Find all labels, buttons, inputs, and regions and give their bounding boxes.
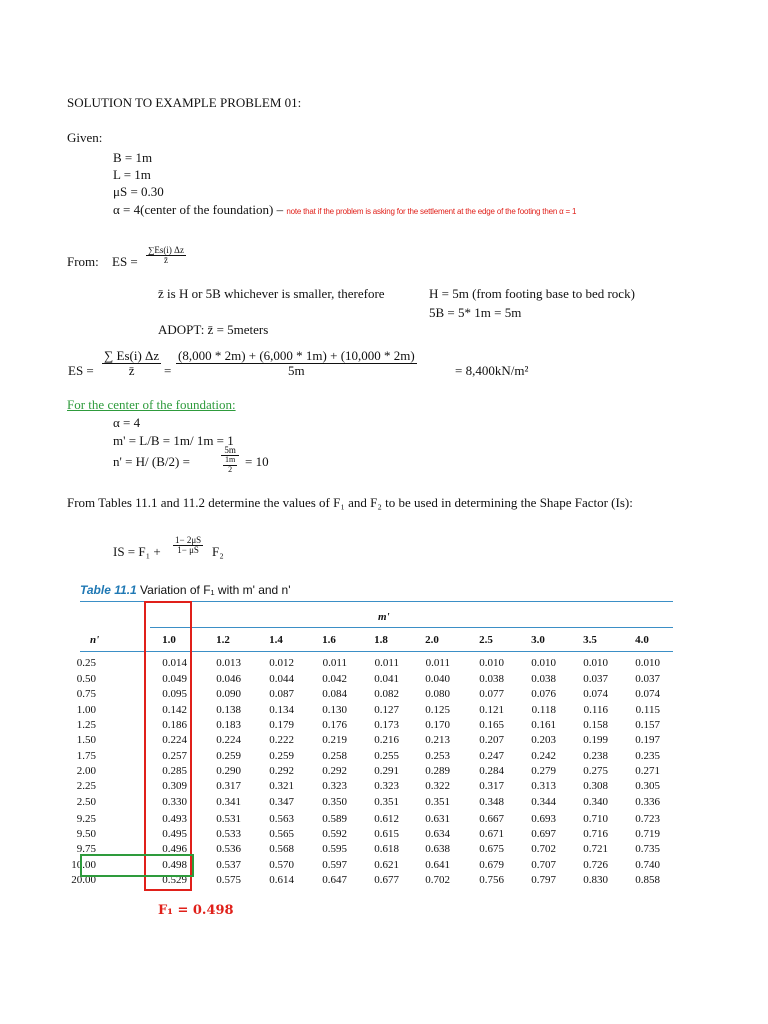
table-cell: 0.074 [635,688,660,700]
table-cell: 0.170 [425,719,450,731]
table-cell: 0.258 [322,750,347,762]
table-cell: 0.719 [635,828,660,840]
table-cell: 0.667 [479,813,504,825]
table-cell: 0.040 [425,673,450,685]
from-es-fraction [146,246,186,266]
table-cell: 0.257 [162,750,187,762]
table-cell: 0.291 [374,765,399,777]
center-n-num: 5m [221,446,239,456]
table-cell: 0.679 [479,859,504,871]
table-cell: 0.284 [479,765,504,777]
table-cell: 0.498 [162,859,187,871]
from-es-lhs: ES = [112,254,138,269]
table-cell: 0.213 [425,734,450,746]
table-cell: 0.565 [269,828,294,840]
table-column-header: 3.5 [583,634,597,646]
table-cell: 0.723 [635,813,660,825]
es-calc-frac2-num: (8,000 * 2m) + (6,000 * 1m) + (10,000 * 2m) [178,348,415,363]
table-cell: 0.013 [216,657,241,669]
es-calc-lhs: ES = [68,363,94,378]
given-alpha [113,202,576,218]
table-column-header: 1.2 [216,634,230,646]
f1-result: F₁ = 0.498 [158,903,234,918]
given-mu: μS = 0.30 [113,184,164,199]
table-row-n-value: 9.75 [76,843,96,855]
table-cell: 0.529 [162,874,187,886]
table-cell: 0.235 [635,750,660,762]
table-cell: 0.536 [216,843,241,855]
table-cell: 0.037 [635,673,660,685]
table-title [80,583,291,597]
table-row-n-value: 20.00 [71,874,96,886]
table-cell: 0.323 [322,780,347,792]
table-cell: 0.127 [374,704,399,716]
table-row-n-value: 1.75 [76,750,96,762]
table-caption: Variation of F₁ with m' and n' [140,583,291,597]
from-es-num: ∑Es(i) Δz [148,245,184,255]
table-cell: 0.011 [425,657,450,669]
table-cell: 0.076 [531,688,556,700]
table-cell: 0.671 [479,828,504,840]
table-cell: 0.589 [322,813,347,825]
center-n-result: = 10 [245,454,269,469]
table-cell: 0.340 [583,796,608,808]
table-row-n-value: 1.25 [76,719,96,731]
table-cell: 0.621 [374,859,399,871]
table-cell: 0.197 [635,734,660,746]
is-formula-den: 1− μS [177,545,199,556]
table-m-rule [150,627,673,628]
zbar-text: z̄ is H or 5B whichever is smaller, therefore [158,286,385,301]
table-cell: 0.011 [374,657,399,669]
table-column-header: 1.0 [162,634,176,646]
table-cell: 0.077 [479,688,504,700]
table-cell: 0.563 [269,813,294,825]
table-cell: 0.271 [635,765,660,777]
table-cell: 0.292 [269,765,294,777]
table-cell: 0.038 [479,673,504,685]
table-cell: 0.568 [269,843,294,855]
table-cell: 0.740 [635,859,660,871]
table-row-n-value: 0.25 [76,657,96,669]
table-cell: 0.253 [425,750,450,762]
table-cell: 0.612 [374,813,399,825]
table-cell: 0.726 [583,859,608,871]
table-cell: 0.042 [322,673,347,685]
table-cell: 0.615 [374,828,399,840]
table-n-header: n' [90,634,100,646]
table-cell: 0.735 [635,843,660,855]
table-row-n-value: 9.25 [76,813,96,825]
table-cell: 0.238 [583,750,608,762]
table-cell: 0.242 [531,750,556,762]
table-cell: 0.495 [162,828,187,840]
table-cell: 0.010 [531,657,556,669]
table-cell: 0.858 [635,874,660,886]
table-cell: 0.038 [531,673,556,685]
table-cell: 0.336 [635,796,660,808]
table-column-header: 2.5 [479,634,493,646]
table-cell: 0.121 [479,704,504,716]
table-cell: 0.014 [162,657,187,669]
table-cell: 0.308 [583,780,608,792]
table-cell: 0.347 [269,796,294,808]
table-cell: 0.350 [322,796,347,808]
es-calc-frac1 [102,349,161,377]
table-cell: 0.216 [374,734,399,746]
table-cell: 0.537 [216,859,241,871]
table-cell: 0.255 [374,750,399,762]
table-cell: 0.351 [374,796,399,808]
row-highlight-box [80,854,194,877]
table-cell: 0.084 [322,688,347,700]
table-column-header: 1.4 [269,634,283,646]
table-cell: 0.134 [269,704,294,716]
table-cell: 0.323 [374,780,399,792]
table-column-header: 1.6 [322,634,336,646]
adopt-text: ADOPT: z̄ = 5meters [158,322,269,337]
table-cell: 0.138 [216,704,241,716]
table-cell: 0.158 [583,719,608,731]
table-cell: 0.317 [479,780,504,792]
table-row-n-value: 1.00 [76,704,96,716]
table-column-header: 3.0 [531,634,545,646]
center-n-den-den: 2 [228,464,233,474]
table-row-n-value: 9.50 [76,828,96,840]
es-calc-frac2-den: 5m [288,362,305,378]
is-formula-fraction [173,536,203,556]
table-cell: 0.647 [322,874,347,886]
es-calc-frac1-num: ∑ Es(i) Δz [104,348,160,363]
h-text: H = 5m (from footing base to bed rock) [429,286,635,301]
table-cell: 0.305 [635,780,660,792]
table-cell: 0.531 [216,813,241,825]
table-label: Table 11.1 [80,583,137,597]
table-cell: 0.290 [216,765,241,777]
given-b: B = 1m [113,150,153,165]
table-cell: 0.702 [425,874,450,886]
table-cell: 0.756 [479,874,504,886]
table-cell: 0.677 [374,874,399,886]
table-cell: 0.348 [479,796,504,808]
table-cell: 0.351 [425,796,450,808]
table-cell: 0.710 [583,813,608,825]
table-cell: 0.125 [425,704,450,716]
table-cell: 0.697 [531,828,556,840]
from-label: From: [67,254,99,269]
table-cell: 0.797 [531,874,556,886]
table-cell: 0.012 [269,657,294,669]
table-cell: 0.595 [322,843,347,855]
center-n-prime-lhs: n' = H/ (B/2) = [113,454,190,469]
table-cell: 0.044 [269,673,294,685]
table-cell: 0.631 [425,813,450,825]
table-cell: 0.493 [162,813,187,825]
table-cell: 0.341 [216,796,241,808]
table-cell: 0.176 [322,719,347,731]
table-cell: 0.186 [162,719,187,731]
table-cell: 0.203 [531,734,556,746]
table-cell: 0.010 [583,657,608,669]
table-cell: 0.693 [531,813,556,825]
table-cell: 0.641 [425,859,450,871]
table-cell: 0.496 [162,843,187,855]
table-cell: 0.702 [531,843,556,855]
table-cell: 0.074 [583,688,608,700]
table-cell: 0.597 [322,859,347,871]
table-cell: 0.165 [479,719,504,731]
table-cell: 0.179 [269,719,294,731]
table-cell: 0.046 [216,673,241,685]
table-cell: 0.010 [635,657,660,669]
table-cell: 0.707 [531,859,556,871]
center-m-prime: m' = L/B = 1m/ 1m = 1 [113,433,234,448]
es-calc-frac2 [176,349,417,377]
table-cell: 0.614 [269,874,294,886]
table-cell: 0.224 [216,734,241,746]
table-cell: 0.638 [425,843,450,855]
table-cell: 0.675 [479,843,504,855]
table-cell: 0.317 [216,780,241,792]
es-calc-eq: = [164,363,172,378]
page-heading: SOLUTION TO EXAMPLE PROBLEM 01: [67,95,302,110]
center-n-den-num: 1m [225,455,236,465]
table-cell: 0.011 [322,657,347,669]
table-cell: 0.716 [583,828,608,840]
tables-text: From Tables 11.1 and 11.2 determine the values of F₁ and F₂ to be used in determining the Shape Factor (Is): [67,495,633,510]
is-formula-rhs: F₂ [212,544,224,559]
table-row-n-value: 10.00 [71,859,96,871]
table-row-n-value: 2.50 [76,796,96,808]
table-cell: 0.095 [162,688,187,700]
table-cell: 0.313 [531,780,556,792]
table-cell: 0.285 [162,765,187,777]
table-cell: 0.118 [531,704,556,716]
table-cell: 0.275 [583,765,608,777]
table-column-header: 1.8 [374,634,388,646]
table-column-header: 2.0 [425,634,439,646]
given-l: L = 1m [113,167,151,182]
center-heading: For the center of the foundation: [67,397,236,412]
table-cell: 0.082 [374,688,399,700]
from-es-den: z̄ [163,255,168,266]
table-cell: 0.533 [216,828,241,840]
table-column-header: 4.0 [635,634,649,646]
table-cell: 0.219 [322,734,347,746]
column-highlight-box [144,601,192,891]
table-cell: 0.330 [162,796,187,808]
table-cell: 0.309 [162,780,187,792]
table-cell: 0.279 [531,765,556,777]
table-cell: 0.157 [635,719,660,731]
given-label: Given: [67,130,103,145]
table-cell: 0.173 [374,719,399,731]
table-row-n-value: 0.75 [76,688,96,700]
table-cell: 0.259 [269,750,294,762]
given-alpha-text: α = 4(center of the foundation) – [113,202,284,217]
center-n-fraction [221,446,239,474]
table-cell: 0.049 [162,673,187,685]
table-cell: 0.592 [322,828,347,840]
table-cell: 0.292 [322,765,347,777]
table-row-n-value: 2.25 [76,780,96,792]
table-cell: 0.322 [425,780,450,792]
table-cell: 0.830 [583,874,608,886]
table-cell: 0.344 [531,796,556,808]
table-cell: 0.321 [269,780,294,792]
given-note: note that if the problem is asking for the settlement at the edge of the footing then α = 1 [286,207,577,216]
table-cell: 0.010 [479,657,504,669]
table-cell: 0.087 [269,688,294,700]
is-formula-num: 1− 2μS [175,535,202,545]
table-cell: 0.142 [162,704,187,716]
es-calc-frac1-den: z̄ [128,362,135,378]
is-formula-lhs: IS = F₁ + [113,544,161,559]
table-cell: 0.161 [531,719,556,731]
table-cell: 0.183 [216,719,241,731]
table-cell: 0.634 [425,828,450,840]
table-cell: 0.115 [635,704,660,716]
table-row-n-value: 1.50 [76,734,96,746]
table-cell: 0.116 [583,704,608,716]
center-alpha: α = 4 [113,415,141,430]
table-cell: 0.570 [269,859,294,871]
table-row-n-value: 2.00 [76,765,96,777]
table-cell: 0.721 [583,843,608,855]
table-cell: 0.618 [374,843,399,855]
table-cell: 0.247 [479,750,504,762]
table-cell: 0.259 [216,750,241,762]
table-cell: 0.080 [425,688,450,700]
table-cell: 0.090 [216,688,241,700]
table-row-n-value: 0.50 [76,673,96,685]
table-cell: 0.224 [162,734,187,746]
table-cell: 0.289 [425,765,450,777]
fiveb-text: 5B = 5* 1m = 5m [429,305,522,320]
table-cell: 0.222 [269,734,294,746]
table-cell: 0.130 [322,704,347,716]
table-cell: 0.199 [583,734,608,746]
table-cell: 0.575 [216,874,241,886]
es-calc-result: = 8,400kN/m² [455,363,529,378]
table-cell: 0.037 [583,673,608,685]
table-cell: 0.207 [479,734,504,746]
table-cell: 0.041 [374,673,399,685]
table-m-header: m' [378,611,390,623]
